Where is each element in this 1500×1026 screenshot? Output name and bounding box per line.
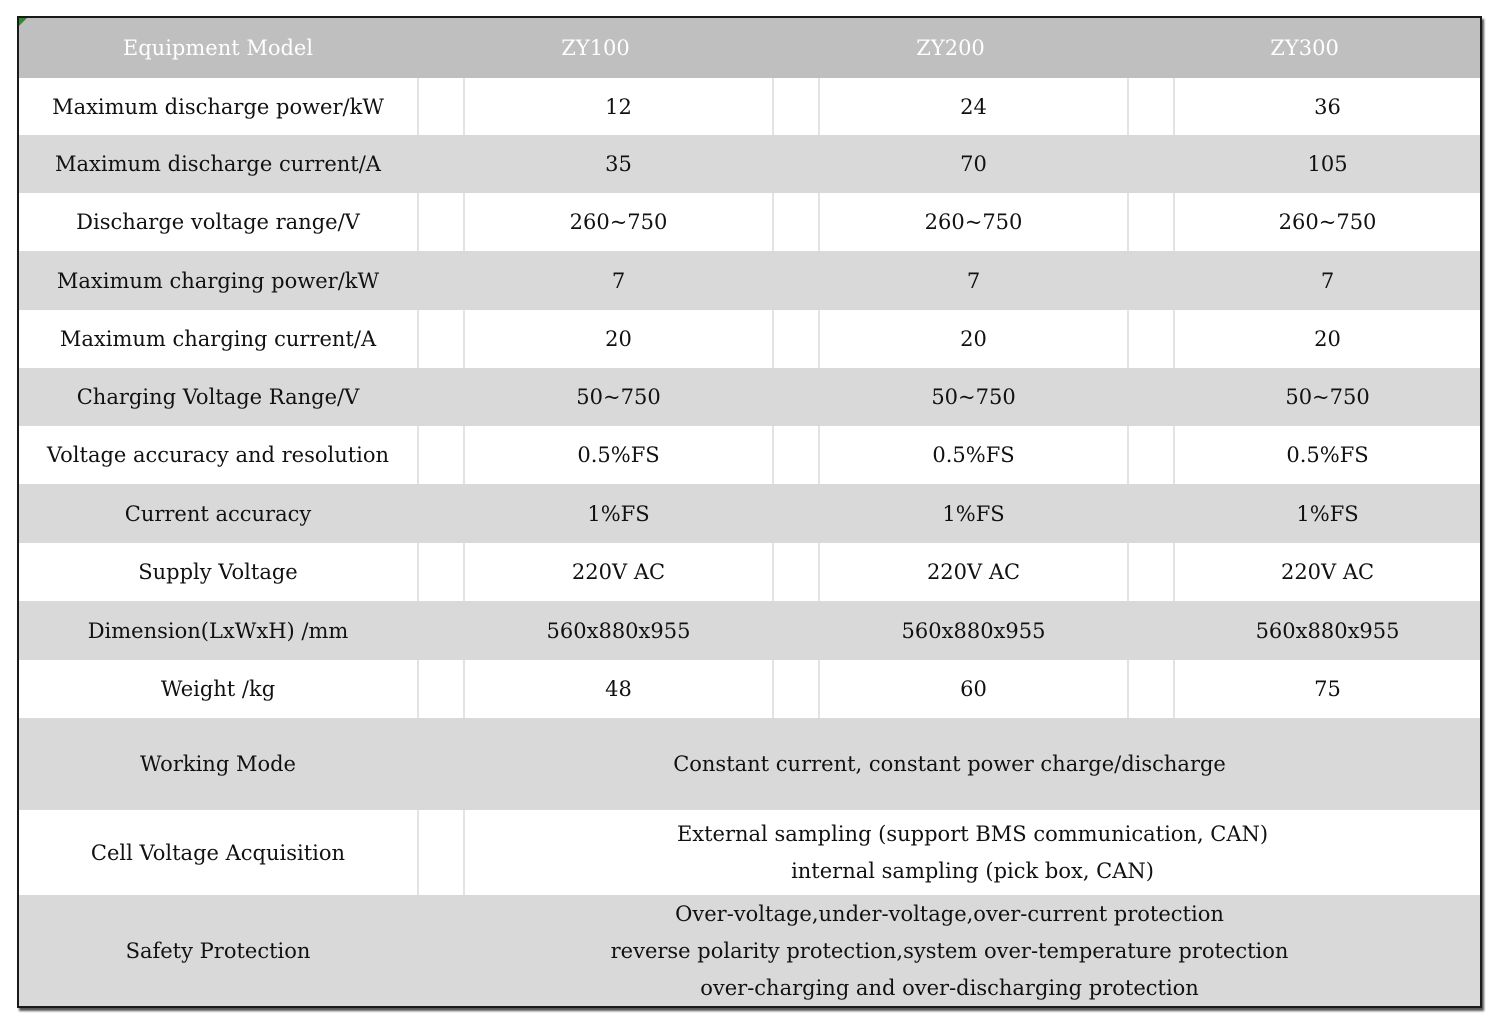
value-cell: 12: [464, 78, 773, 135]
value-cell: 7: [1174, 251, 1480, 310]
cell-voltage-line: internal sampling (pick box, CAN): [791, 858, 1154, 883]
spacer-cell: [773, 193, 819, 251]
value-cell: 24: [819, 78, 1128, 135]
spacer-cell: [418, 484, 464, 543]
spacer-cell: [773, 484, 819, 543]
safety-line: over-charging and over-discharging protection: [700, 975, 1199, 1000]
spec-table-frame: [17, 16, 1482, 1008]
row-label: Voltage accuracy and resolution: [19, 426, 418, 484]
table-row: [19, 601, 1480, 660]
value-cell: 260~750: [1174, 193, 1480, 251]
spacer-cell: [773, 426, 819, 484]
spacer-cell: [418, 543, 464, 601]
value-cell: 220V AC: [819, 543, 1128, 601]
value-cell: 220V AC: [1174, 543, 1480, 601]
value-cell: 60: [819, 660, 1128, 718]
spacer-cell: [418, 368, 464, 426]
safety-line: reverse polarity protection,system over-temperature protection: [610, 938, 1289, 963]
table-row: [19, 78, 1480, 135]
row-label: Charging Voltage Range/V: [19, 368, 418, 426]
spacer-cell: [1128, 426, 1174, 484]
cell-voltage-row: [19, 810, 1480, 895]
value-cell: 0.5%FS: [819, 426, 1128, 484]
spacer-cell: [418, 426, 464, 484]
spacer-cell: [1128, 660, 1174, 718]
spacer-cell: [773, 601, 819, 660]
spacer-cell: [773, 543, 819, 601]
working-mode-row: [19, 718, 1480, 810]
row-label: Discharge voltage range/V: [19, 193, 418, 251]
corner-marker: [19, 18, 27, 26]
spacer-cell: [773, 135, 819, 193]
value-cell: 105: [1174, 135, 1480, 193]
header-label: Equipment Model: [19, 18, 418, 78]
spacer-cell: [418, 251, 464, 310]
header-model-zy300: ZY300: [1128, 18, 1480, 78]
spacer-cell: [1128, 251, 1174, 310]
value-cell: 50~750: [819, 368, 1128, 426]
row-label: Current accuracy: [19, 484, 418, 543]
value-cell: 75: [1174, 660, 1480, 718]
table-row: [19, 660, 1480, 718]
spacer-cell: [1128, 368, 1174, 426]
value-cell: 48: [464, 660, 773, 718]
header-model-zy200: ZY200: [773, 18, 1128, 78]
value-cell: 36: [1174, 78, 1480, 135]
spec-table: [19, 18, 1480, 1007]
working-mode-value: Constant current, constant power charge/discharge: [418, 718, 1480, 810]
value-cell: 560x880x955: [464, 601, 773, 660]
row-label: Working Mode: [19, 718, 418, 810]
value-cell: 7: [464, 251, 773, 310]
cell-voltage-line: External sampling (support BMS communication, CAN): [676, 821, 1269, 846]
spacer-cell: [418, 78, 464, 135]
spacer-cell: [418, 310, 464, 368]
value-cell: 50~750: [464, 368, 773, 426]
table-row: [19, 484, 1480, 543]
value-cell: 50~750: [1174, 368, 1480, 426]
spacer-cell: [418, 135, 464, 193]
row-label: Cell Voltage Acquisition: [19, 810, 418, 895]
value-cell: 1%FS: [819, 484, 1128, 543]
table-row: [19, 310, 1480, 368]
spacer-cell: [1128, 193, 1174, 251]
table-row: [19, 251, 1480, 310]
value-cell: 260~750: [464, 193, 773, 251]
value-cell: 560x880x955: [819, 601, 1128, 660]
spacer-cell: [773, 251, 819, 310]
row-label: Maximum discharge current/A: [19, 135, 418, 193]
spacer-cell: [773, 310, 819, 368]
safety-row: [19, 895, 1480, 1007]
value-cell: 20: [1174, 310, 1480, 368]
row-label: Safety Protection: [19, 895, 418, 1007]
table-row: [19, 368, 1480, 426]
header-row: [19, 18, 1480, 78]
value-cell: 7: [819, 251, 1128, 310]
value-cell: 35: [464, 135, 773, 193]
row-label: Supply Voltage: [19, 543, 418, 601]
spacer-cell: [773, 78, 819, 135]
value-cell: 0.5%FS: [1174, 426, 1480, 484]
row-label: Maximum charging current/A: [19, 310, 418, 368]
spacer-cell: [418, 810, 464, 895]
value-cell: 560x880x955: [1174, 601, 1480, 660]
value-cell: 70: [819, 135, 1128, 193]
value-cell: 260~750: [819, 193, 1128, 251]
cell-voltage-value: [464, 810, 1480, 895]
value-cell: 20: [464, 310, 773, 368]
table-row: [19, 543, 1480, 601]
value-cell: 220V AC: [464, 543, 773, 601]
row-label: Weight /kg: [19, 660, 418, 718]
spacer-cell: [1128, 484, 1174, 543]
row-label: Dimension(LxWxH) /mm: [19, 601, 418, 660]
safety-value: [418, 895, 1480, 1007]
value-cell: 1%FS: [464, 484, 773, 543]
spacer-cell: [418, 193, 464, 251]
spacer-cell: [1128, 135, 1174, 193]
value-cell: 20: [819, 310, 1128, 368]
safety-line: Over-voltage,under-voltage,over-current protection: [675, 901, 1224, 926]
spacer-cell: [418, 601, 464, 660]
table-row: [19, 426, 1480, 484]
spacer-cell: [1128, 543, 1174, 601]
table-row: [19, 135, 1480, 193]
spacer-cell: [773, 368, 819, 426]
value-cell: 1%FS: [1174, 484, 1480, 543]
spacer-cell: [773, 660, 819, 718]
spacer-cell: [1128, 601, 1174, 660]
table-row: [19, 193, 1480, 251]
row-label: Maximum discharge power/kW: [19, 78, 418, 135]
row-label: Maximum charging power/kW: [19, 251, 418, 310]
spacer-cell: [418, 660, 464, 718]
value-cell: 0.5%FS: [464, 426, 773, 484]
spacer-cell: [1128, 78, 1174, 135]
spacer-cell: [1128, 310, 1174, 368]
header-model-zy100: ZY100: [418, 18, 773, 78]
